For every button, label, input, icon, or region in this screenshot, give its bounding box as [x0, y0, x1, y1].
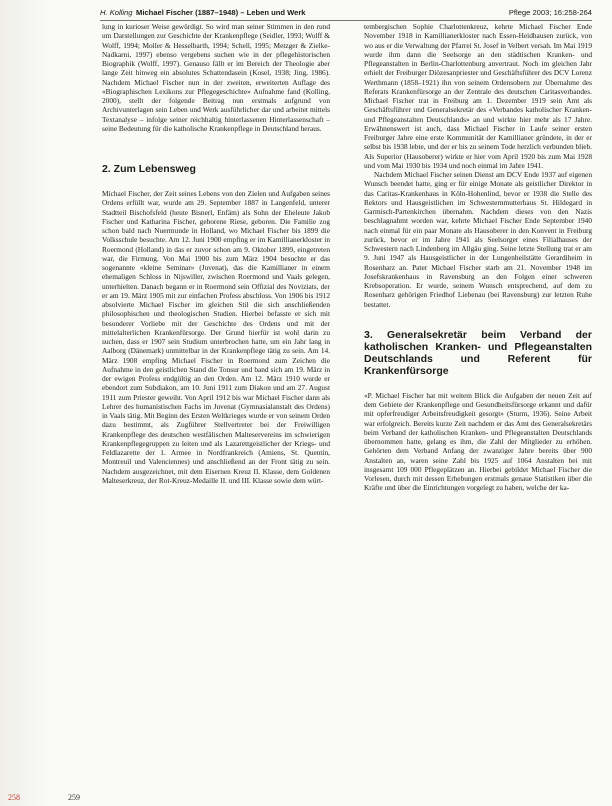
right-paragraph-1: tembergischen Sophie Charlottenkreuz, kehrte Michael Fischer Ende November 1918 in Kamillianerkloster nach Essen-Heidhausen zurück, von wo aus er die Verwaltung der Pfarrei St. Josef in Velbert versah. Im Mai 1919 wurde ihm dann die Seelsorge an den städtischen Kranken- und Pflegeanstalten in Berlin-Charlottenburg anvertraut. Noch im gleichen Jahr erhielt der Freiburger Diözesanpriester und Geschäftsführer des DCV Lorenz Werthmann (1858–1921) ihn von seinem Ordensobern zur Übernahme des Referats Krankenfürsorge an der Zentrale des deutschen Caritasverbandes. Michael Fischer trat in Freiburg am 1. Dezember 1919 sein Amt als Geschäftsführer und Generalsekretär des «Verbandes katholischer Kranken- und Pflegeanstalten Deutschlands» an und wirkte hier mehr als 17 Jahre. Erwähnenswert ist auch, dass Michael Fischer in Laufe seiner ersten Freiburger Jahre eine erste Kommunität der Kamillianer gründete, in der er selbst bis 1938 lebte, und der er bis zu seinem Tode herzlich verbunden blieb. Als Superior (Hausoberer) wirkte er hier vom April 1920 bis zum Mai 1928 und vom Mai 1930 bis 1934 und noch einmal im Jahre 1941. — [364, 22, 592, 170]
right-column — [364, 22, 592, 800]
section-heading-lebensweg: 2. Zum Lebensweg — [102, 163, 196, 175]
header-publication: Pflege 2003; 16:258-264 — [508, 8, 592, 17]
page-number-previous: 258 — [8, 793, 20, 802]
page-number-current: 259 — [68, 793, 80, 802]
intro-paragraph: lung in kurioser Weise gewürdigt. So wird man seiner Stimmen in den rund um Darstellungen zur Geschichte der Krankenpflege (Seidler, 1993; Wolff & Wolff, 1994; Moller & Hesselbarth, 1994; Schell, 1995; Metzger & Zielke-Nadkarni, 1997) ebenso vergebens suchen wie in der pflegehistorischen Biographik (Wolff, 1997). Genauso fällt er im Bereich der Theologie aber lange Zeit hinweg ein absolutes Schattendasein (Kosel, 1938; Jing, 1986). Nachdem Michael Fischer nun in der zweiten, erweiterten Auflage des «Biographischen Lexikons zur Pflegegeschichte» Aufnahme fand (Kolling, 2000), stellt der folgende Beitrag nun erstmals aufgrund von Archivunterlagen sein Leben und Werk ausführlicher dar und arbeitet mittels Textanalyse – infolge seiner reichhaltig hinterlassenen Hinterlassenschaft – seine Bedeutung für die katholische Krankenpflege in Deutschland heraus. — [102, 22, 330, 133]
header-title: Michael Fischer (1887–1948) – Leben und Werk — [136, 8, 306, 17]
section-heading-generalsekretaer: 3. Generalsekretär beim Verband der katholischen Kranken- und Pflegeanstalten Deutschlands und Referent für Krankenfürsorge — [364, 328, 592, 377]
right-paragraph-3: «P. Michael Fischer hat mit weitem Blick die Aufgaben der neuen Zeit auf dem Gebiete der Krankenpflege und Gesundheitsfürsorge erkannt und dafür mit opferfreudiger Arbeitsfreudigkeit gesorgt» (Sturm, 1936). Seine Arbeit war erfolgreich. Bereits kurze Zeit nachdem er das Amt des Generalsekretärs beim Verband der katholischen Kranken- und Pflegeanstalten Deutschlands übernommen hatte, gelang es ihm, die Zahl der Mitglieder zu erhöhen. Gehörten dem Verband Anfang der zwanziger Jahre bereits über 900 Anstalten an, waren seine Zahl bis 1925 auf 1064 Anstalten bei mit insgesamt 109 000 Pflegeplätzen an. Hierbei gebildet Michael Fischer die Vorlesen, durch mit dessen Erhebungen erstmals genaue Statistiken über die Kräfte und über die Einrichtungen vorgelegt zu haben, welche der ka- — [364, 390, 592, 493]
page-gutter-shadow — [0, 0, 50, 806]
lebensweg-paragraph: Michael Fischer, der Zeit seines Lebens von den Zielen und Aufgaben seines Ordens erfüllt war, wurde am 29. September 1887 in Langenfeld, unterer Stadtteil Bischofsfeld (heute Bisnerl, Enfäm) als Sohn der Eheleute Jakob Fischer und Katharina Fischer, geborene Riese, geboren. Die Familie zog schon bald nach Nuermunde in Holland, wo Michael Fischer bis 1899 die Volksschule besuchte. Am 12. Juni 1900 empfing er im Kamillianerkloster in Roermond (Holland) in das er zuvor schon am 9. Oktober 1899, eingetreten war, die Firmung. Von Mai 1900 bis zum März 1904 besuchte er das sogenannte «kleine Seminar» (Juvenat), das die Kamillianer in einem ehemaligen Schloss in Nijswiller, zwischen Roermond und Vaals gelegen, unterhielten. Danach begann er in Roermond sein Offizial des Noviziats, der er am 19. März 1905 mit zur einfachen Profess abschloss. Von 1906 bis 1912 absolvierte Michael Fischer im gleichen Stil die sich anschließenden philosophischen und theologischen Studien. Hierbei befasste er sich mit besonderer Vorliebe mit der Geschichte des Ordens und mit der mittelalterlichen Krankenfürsorge. Der Grund hierfür ist wohl darin zu suchen, dass er 1907 sein Studium unterbrochen hatte, um ein Jahr lang in Aalborg (Dänemark) unmittelbar in der Krankenpflege tätig zu sein. Am 14. März 1908 empfing Michael Fischer in Roermond zum Zeichen die Aufnahme in den geistlichen Stand die Tonsur und band sich am 19. März in der ewigen Profess endgültig an den Orden. Am 12. März 1910 wurde er ebendort zum Subdiakon, am 10. Juni 1911 zum Diakon und am 27. August 1911 zum Priester geweiht. Von April 1912 bis war Michael Fischer dann als Lehrer des humanistischen Fachs im Juvenat (Gymnasialanstalt des Ordens) in Vaals tätig. Mit Beginn des Ersten Weltkrieges wurde er von seinem Orden dazu bestimmt, als Zugführer Stellvertreter bei der Freiwilligen Krankenpflege des deutschen westfälischen Malteservereins im schwierigen Krankenpflegegruppen zu leiten und als Lazarettgeistlicher der Kriegs- und Feldlazarette der 1. Armee in Nordfrankreich (Amiens, St. Quentin, Montreuil und Valenciennes) und anschließend an der Front tätig zu sein. Nachdem ausgezeichnet, mit dem Eisernen Kreuz II. Klasse, dem Goldenen Malteserkreuz, der Rot-Kreuz-Medaille II. und III. Klasse sowie dem würt- — [102, 189, 330, 485]
right-paragraph-2: Nachdem Michael Fischer seinen Dienst am DCV Ende 1937 auf eigenen Wunsch beendet hatte, ging er für einige Monate als geistlicher Direktor in das Caritas-Krankenhaus in Köln-Hohenlind, bevor er 1938 die Stelle des Rektors und Hausgeistlichen im Schwesternmutterhaus St. Hildegard in Garmisch-Partenkirchen übernahm. Nachdem dieses von den Nazis beschlagnahmt worden war, kehrte Michael Fischer Ende September 1940 nach einmal für ein paar Monate als Hausoberer in den Konvent in Freiburg zurück, bevor er im Jahre 1941 als Seelsorger eines Filialhauses der Schwestern nach Lindenberg im Allgäu ging. Seine letzte Stellung trat er am 9. Juni 1947 als Hausgeistlicher in der Lungenheilstätte Gerardiheim in Rosenharz an. Pater Michael Fischer starb am 21. November 1948 im Josefskrankenhaus in Ravensburg an den Folgen einer schweren Krebsoperation. Er wurde, seinem Wunsch entsprechend, auf dem zu Rosenharz gehörigen Friedhof Liebenau (bei Ravensburg) zur letzten Ruhe bestattet. — [364, 170, 592, 309]
running-header — [100, 6, 592, 21]
header-author: H. Kolling — [100, 8, 133, 17]
left-column — [102, 22, 330, 800]
